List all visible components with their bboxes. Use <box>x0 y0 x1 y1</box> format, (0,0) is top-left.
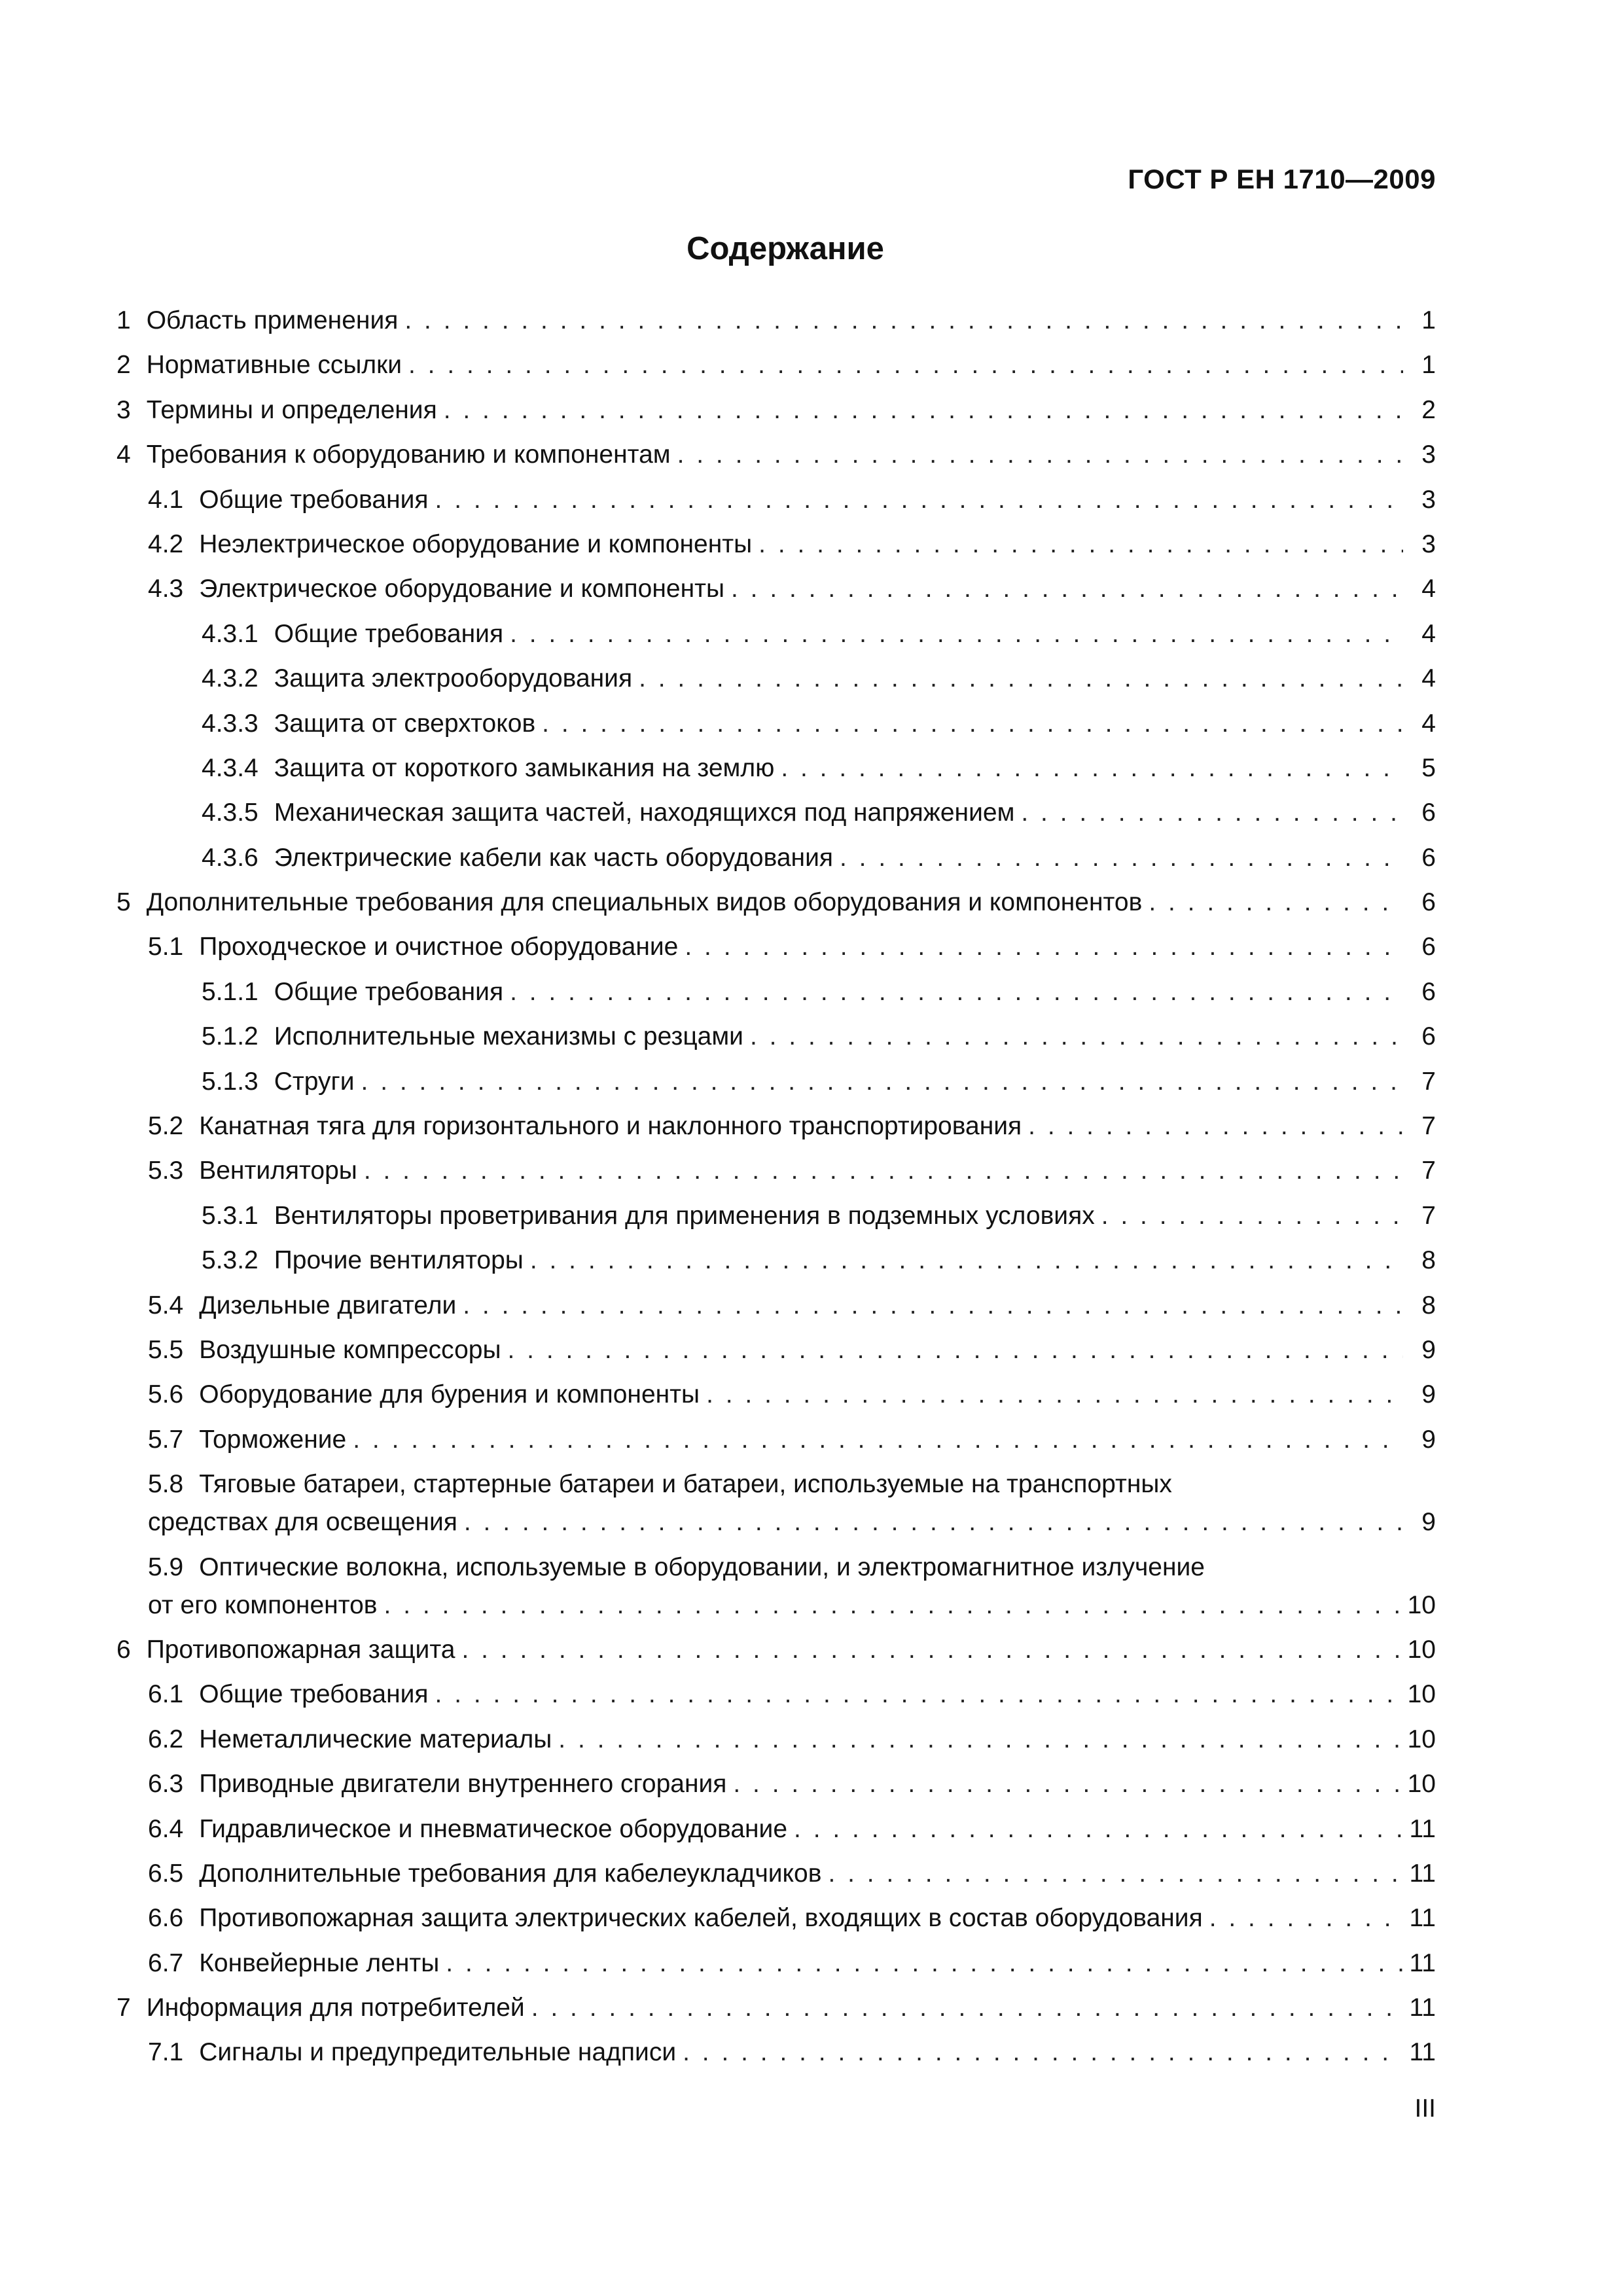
toc-dot-leader <box>685 933 1403 961</box>
toc-entry-title: Вентиляторы <box>199 1157 357 1185</box>
toc-entry-title: Вентиляторы проветривания для применения в подземных условиях <box>274 1201 1095 1230</box>
toc-entry-page: 11 <box>1409 1859 1436 1888</box>
toc-entry <box>116 296 1436 335</box>
toc-dot-leader <box>758 530 1403 559</box>
toc-dot-leader <box>683 2038 1402 2067</box>
toc-entry-page: 10 <box>1407 1725 1436 1753</box>
toc-dot-leader <box>733 1770 1400 1799</box>
toc-entry-number: 5.5 <box>148 1335 184 1364</box>
toc-entry-continuation <box>116 1582 1436 1620</box>
toc-entry <box>116 1888 1436 1933</box>
toc-entry-title: Воздушные компрессоры <box>199 1335 501 1364</box>
toc-entry <box>116 1409 1436 1454</box>
toc-entry-page: 11 <box>1409 1994 1436 2022</box>
toc-entry-number: 4.3 <box>148 575 184 603</box>
toc-entry-number: 5.3 <box>148 1157 184 1185</box>
toc-entry-title: Механическая защита частей, находящихся под напряжением <box>274 798 1015 827</box>
toc-entry-title-line1: Тяговые батареи, стартерные батареи и батареи, используемые на транспортных <box>199 1470 1172 1499</box>
toc-dot-leader <box>510 978 1403 1007</box>
toc-entry-page: 9 <box>1421 1508 1436 1537</box>
toc-entry-page: 9 <box>1421 1425 1436 1454</box>
toc-entry-page: 3 <box>1421 485 1436 514</box>
toc-entry-title: Неметаллические материалы <box>199 1725 552 1753</box>
toc-entry-title: Оборудование для бурения и компоненты <box>199 1380 700 1409</box>
toc-entry-title-line2: от его компонентов <box>148 1590 378 1619</box>
toc-entry-number: 5.8 <box>148 1470 184 1499</box>
toc-entry <box>116 425 1436 469</box>
toc-entry-page: 11 <box>1409 1904 1436 1933</box>
toc-entry-page: 4 <box>1421 575 1436 603</box>
toc-dot-leader <box>1101 1202 1403 1230</box>
toc-entry-title: Конвейерные ленты <box>199 1948 440 1977</box>
toc-entry-number: 5.1.1 <box>202 977 259 1006</box>
toc-dot-leader <box>508 1336 1404 1365</box>
toc-entry-title-line1: Оптические волокна, используемые в оборудовании, и электромагнитное излучение <box>199 1552 1205 1581</box>
toc-entry-page: 10 <box>1407 1590 1436 1619</box>
toc-entry <box>116 469 1436 514</box>
toc-entry-page: 6 <box>1421 798 1436 827</box>
toc-entry-page: 4 <box>1421 664 1436 693</box>
toc-entry-title: Дизельные двигатели <box>199 1291 457 1319</box>
toc-entry <box>116 2022 1436 2067</box>
toc-entry <box>116 961 1436 1006</box>
toc-entry-title: Общие требования <box>199 485 429 514</box>
toc-entry-page: 11 <box>1409 1814 1436 1843</box>
toc-entry <box>116 1365 1436 1409</box>
toc-entry-title: Требования к оборудованию и компонентам <box>146 440 671 469</box>
toc-entry-title: Гидравлическое и пневматическое оборудование <box>199 1814 788 1843</box>
toc-dot-leader <box>558 1725 1400 1754</box>
toc-dot-leader <box>639 664 1403 693</box>
toc-entry <box>116 603 1436 648</box>
toc-dot-leader <box>361 1067 1403 1096</box>
toc-entry-number: 4.3.2 <box>202 664 259 693</box>
toc-entry-title: Общие требования <box>199 1680 429 1709</box>
toc-entry-page: 5 <box>1421 753 1436 782</box>
toc-entry-number: 5.6 <box>148 1380 184 1409</box>
toc-entry-number: 5.7 <box>148 1425 184 1454</box>
toc-entry <box>116 1933 1436 1977</box>
toc-entry-page: 9 <box>1421 1380 1436 1409</box>
toc-dot-leader <box>1209 1904 1403 1933</box>
toc-entry-title-line2: средствах для освещения <box>148 1508 457 1537</box>
toc-dot-leader <box>531 1994 1403 2022</box>
toc-entry-title: Электрические кабели как часть оборудования <box>274 843 833 872</box>
toc-entry-number: 4.3.3 <box>202 709 259 738</box>
toc-entry <box>116 738 1436 783</box>
toc-dot-leader <box>706 1380 1403 1409</box>
toc-entry <box>116 872 1436 917</box>
toc-entry <box>116 1096 1436 1141</box>
toc-entry-page: 7 <box>1421 1157 1436 1185</box>
toc-dot-leader <box>408 351 1403 380</box>
toc-entry-number: 5.1 <box>148 933 184 961</box>
toc-entry <box>116 514 1436 559</box>
toc-dot-leader <box>677 440 1403 469</box>
toc-entry-number: 4.1 <box>148 485 184 514</box>
toc-entry-title: Защита от сверхтоков <box>274 709 536 738</box>
toc-entry <box>116 1051 1436 1096</box>
toc-entry <box>116 1754 1436 1799</box>
toc-entry-title: Противопожарная защита электрических кабелей, входящих в состав оборудования <box>199 1904 1203 1933</box>
toc-entry-title: Исполнительные механизмы с резцами <box>274 1022 743 1051</box>
toc-dot-leader <box>1149 888 1403 917</box>
toc-entry <box>116 1978 1436 2022</box>
toc-entry <box>116 1230 1436 1275</box>
toc-entry-title: Струги <box>274 1067 355 1096</box>
toc-entry-page: 10 <box>1407 1770 1436 1799</box>
toc-entry-number: 7 <box>116 1994 131 2022</box>
toc-entry <box>116 827 1436 872</box>
toc-dot-leader <box>435 486 1403 514</box>
toc-entry-page: 11 <box>1409 2038 1436 2067</box>
page-title: Содержание <box>687 231 884 266</box>
toc-dot-leader <box>435 1680 1401 1709</box>
toc-entry-page: 10 <box>1407 1635 1436 1664</box>
toc-dot-leader <box>828 1859 1402 1888</box>
toc-entry-number: 6.6 <box>148 1904 184 1933</box>
toc-entry-page: 11 <box>1409 1948 1436 1977</box>
toc-entry <box>116 1799 1436 1843</box>
toc-entry <box>116 1275 1436 1319</box>
toc-entry-title: Защита электрооборудования <box>274 664 633 693</box>
toc-entry-title: Термины и определения <box>146 395 437 424</box>
toc-entry <box>116 917 1436 961</box>
toc-entry-title: Защита от короткого замыкания на землю <box>274 753 775 782</box>
toc-entry-title: Прочие вентиляторы <box>274 1246 524 1275</box>
toc-entry-number: 6.7 <box>148 1948 184 1977</box>
toc-entry-number: 4.3.1 <box>202 619 259 648</box>
toc-dot-leader <box>1028 1112 1403 1141</box>
toc-entry-title: Проходческое и очистное оборудование <box>199 933 679 961</box>
toc-dot-leader <box>750 1022 1403 1051</box>
toc-entry <box>116 1709 1436 1753</box>
toc-entry-title: Область применения <box>146 306 399 334</box>
toc-entry-title: Дополнительные требования для специальных видов оборудования и компонентов <box>146 888 1143 917</box>
toc-dot-leader <box>794 1815 1402 1844</box>
toc-entry-number: 6 <box>116 1635 131 1664</box>
toc-entry <box>116 649 1436 693</box>
toc-entry-number: 4.3.4 <box>202 753 259 782</box>
toc-entry-number: 6.2 <box>148 1725 184 1753</box>
toc-entry <box>116 335 1436 380</box>
toc-entry-page: 6 <box>1421 888 1436 917</box>
toc-entry-number: 5.1.3 <box>202 1067 259 1096</box>
toc-entry-continuation <box>116 1499 1436 1537</box>
toc-entry-page: 9 <box>1421 1335 1436 1364</box>
toc-entry-number: 1 <box>116 306 131 334</box>
toc-entry <box>116 1007 1436 1051</box>
toc-entry <box>116 1844 1436 1888</box>
toc-entry-page: 6 <box>1421 1022 1436 1051</box>
toc-entry-number: 5.1.2 <box>202 1022 259 1051</box>
toc-entry-title: Общие требования <box>274 619 504 648</box>
toc-entry-number: 3 <box>116 395 131 424</box>
toc-entry-title: Торможение <box>199 1425 347 1454</box>
toc-entry <box>116 1664 1436 1709</box>
toc-entry-page: 2 <box>1421 395 1436 424</box>
toc-dot-leader <box>461 1636 1400 1664</box>
toc-dot-leader <box>404 306 1403 335</box>
toc-dot-leader <box>446 1949 1402 1978</box>
toc-entry-number: 4.2 <box>148 529 184 558</box>
toc-dot-leader <box>781 754 1403 783</box>
toc-dot-leader <box>542 709 1403 738</box>
toc-entry-title: Приводные двигатели внутреннего сгорания <box>199 1770 727 1799</box>
toc-entry-number: 4.3.5 <box>202 798 259 827</box>
toc-entry-number: 4.3.6 <box>202 843 259 872</box>
toc-entry-page: 4 <box>1421 709 1436 738</box>
page-number: III <box>1414 2094 1436 2123</box>
toc-entry-number: 6.1 <box>148 1680 184 1709</box>
toc-entry-title: Дополнительные требования для кабелеукладчиков <box>199 1859 822 1888</box>
toc-entry-number: 5.4 <box>148 1291 184 1319</box>
toc-dot-leader <box>530 1246 1403 1275</box>
toc-dot-leader <box>353 1426 1403 1454</box>
toc-entry-page: 7 <box>1421 1112 1436 1141</box>
toc-dot-leader <box>464 1508 1403 1537</box>
toc-entry-page: 3 <box>1421 440 1436 469</box>
toc-entry-page: 3 <box>1421 529 1436 558</box>
toc-entry <box>116 693 1436 738</box>
toc-dot-leader <box>510 620 1403 649</box>
toc-entry <box>116 1141 1436 1185</box>
toc-entry-number: 6.5 <box>148 1859 184 1888</box>
toc-entry-number: 5.2 <box>148 1112 184 1141</box>
toc-entry <box>116 1537 1436 1581</box>
toc-entry-page: 1 <box>1421 306 1436 334</box>
toc-entry-title: Противопожарная защита <box>146 1635 455 1664</box>
toc-entry-number: 4 <box>116 440 131 469</box>
toc-entry-page: 4 <box>1421 619 1436 648</box>
toc-entry-number: 5.9 <box>148 1552 184 1581</box>
toc-entry-page: 6 <box>1421 933 1436 961</box>
toc-entry <box>116 1454 1436 1499</box>
toc-entry-title: Информация для потребителей <box>146 1994 525 2022</box>
toc-entry-number: 6.3 <box>148 1770 184 1799</box>
toc-dot-leader <box>444 396 1403 425</box>
toc-entry <box>116 380 1436 424</box>
toc-entry-number: 6.4 <box>148 1814 184 1843</box>
toc-dot-leader <box>1021 798 1403 827</box>
toc-dot-leader <box>840 844 1403 872</box>
toc-entry <box>116 1320 1436 1365</box>
toc-entry-number: 2 <box>116 351 131 380</box>
toc-entry-number: 7.1 <box>148 2038 184 2067</box>
toc-entry-title: Канатная тяга для горизонтального и наклонного транспортирования <box>199 1112 1022 1141</box>
toc-entry-title: Электрическое оборудование и компоненты <box>199 575 724 603</box>
toc-entry-page: 6 <box>1421 977 1436 1006</box>
toc-entry-page: 7 <box>1421 1067 1436 1096</box>
toc-entry <box>116 559 1436 603</box>
toc-dot-leader <box>463 1291 1403 1320</box>
toc-entry-title: Неэлектрическое оборудование и компоненты <box>199 529 753 558</box>
toc-entry-page: 6 <box>1421 843 1436 872</box>
toc-dot-leader <box>384 1591 1401 1620</box>
toc-entry-number: 5.3.1 <box>202 1201 259 1230</box>
toc-entry-page: 10 <box>1407 1680 1436 1709</box>
toc-dot-leader <box>364 1157 1403 1185</box>
toc-entry-number: 5 <box>116 888 131 917</box>
standard-code-header: ГОСТ Р ЕН 1710—2009 <box>1128 164 1436 194</box>
toc-entry <box>116 783 1436 827</box>
toc-entry-page: 8 <box>1421 1246 1436 1275</box>
toc-entry-title: Общие требования <box>274 977 504 1006</box>
toc-entry-title: Сигналы и предупредительные надписи <box>199 2038 677 2067</box>
toc-entry <box>116 1185 1436 1230</box>
toc-entry-title: Нормативные ссылки <box>146 351 402 380</box>
toc-entry-page: 7 <box>1421 1201 1436 1230</box>
toc-entry-page: 8 <box>1421 1291 1436 1319</box>
toc-entry <box>116 1620 1436 1664</box>
toc-entry-page: 1 <box>1421 351 1436 380</box>
toc-dot-leader <box>731 575 1403 603</box>
toc-entry-number: 5.3.2 <box>202 1246 259 1275</box>
table-of-contents <box>116 296 1436 2067</box>
